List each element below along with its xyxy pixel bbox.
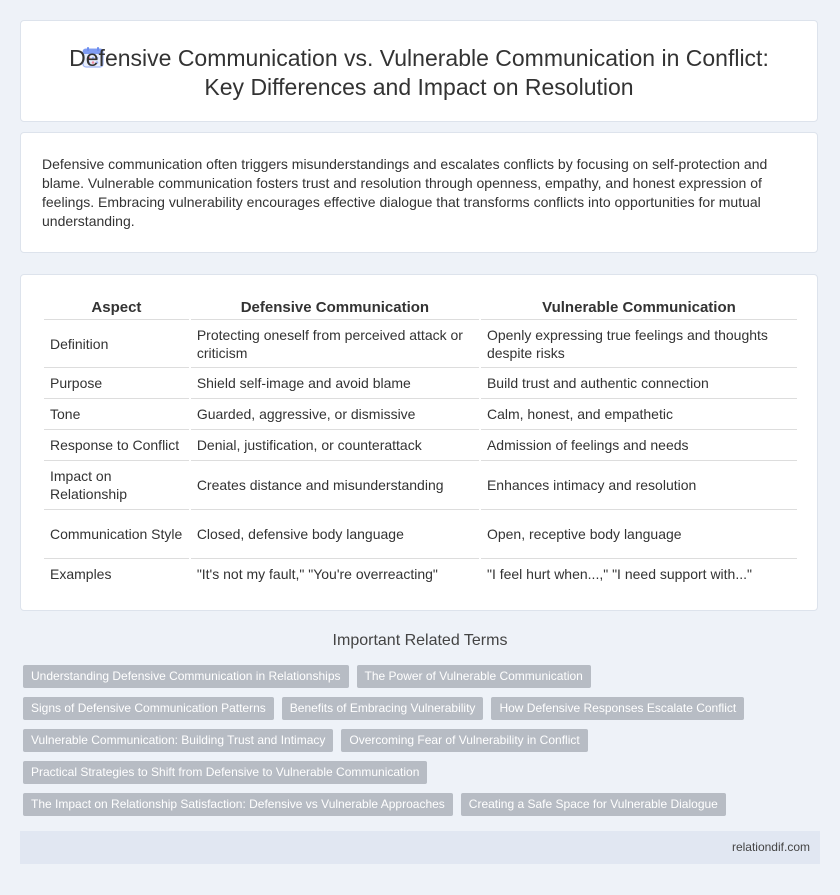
table-row bbox=[44, 367, 797, 398]
related-term-tag[interactable]: Creating a Safe Space for Vulnerable Dialogue bbox=[461, 793, 726, 816]
related-terms-heading: Important Related Terms bbox=[332, 632, 508, 649]
related-term-tag[interactable]: The Impact on Relationship Satisfaction: Defensive vs Vulnerable Approaches bbox=[23, 793, 453, 816]
table-header: Defensive Communication bbox=[240, 298, 430, 316]
table-header: Aspect bbox=[91, 298, 142, 316]
table-cell: Denial, justification, or counterattack bbox=[191, 429, 479, 460]
table-row bbox=[44, 429, 797, 460]
tag-row bbox=[23, 697, 813, 720]
table-cell: Admission of feelings and needs bbox=[481, 429, 797, 460]
table-cell: Communication Style bbox=[44, 509, 189, 558]
comparison-table bbox=[42, 297, 799, 589]
related-term-tag[interactable]: Overcoming Fear of Vulnerability in Conflict bbox=[341, 729, 587, 752]
table-cell: Calm, honest, and empathetic bbox=[481, 398, 797, 429]
related-term-tag[interactable]: Practical Strategies to Shift from Defensive to Vulnerable Communication bbox=[23, 761, 427, 784]
table-cell: "It's not my fault," "You're overreacting" bbox=[191, 558, 479, 589]
related-term-tag[interactable]: Benefits of Embracing Vulnerability bbox=[282, 697, 484, 720]
table-row bbox=[44, 398, 797, 429]
table-cell: Enhances intimacy and resolution bbox=[481, 460, 797, 509]
related-term-tag[interactable]: Vulnerable Communication: Building Trust and Intimacy bbox=[23, 729, 333, 752]
page-title: Defensive Communication vs. Vulnerable Communication in Conflict: Key Differences and Impact on Resolution bbox=[69, 45, 769, 100]
table-cell: Openly expressing true feelings and thoughts despite risks bbox=[481, 319, 797, 367]
table-row bbox=[44, 460, 797, 509]
table-cell: Shield self-image and avoid blame bbox=[191, 367, 479, 398]
table-header: Vulnerable Communication bbox=[542, 298, 736, 316]
tag-row bbox=[23, 729, 813, 752]
intro-text: Defensive communication often triggers misunderstandings and escalates conflicts by focusing on self-protection and blame. Vulnerable communication fosters trust and resolution through openness, empathy, and honest expression of feelings. Embracing vulnerability encourages effective dialogue that transforms conflicts into opportunities for mutual understanding. bbox=[42, 156, 768, 229]
table-row bbox=[44, 558, 797, 589]
table-cell: Definition bbox=[44, 319, 189, 367]
table-cell: Tone bbox=[44, 398, 189, 429]
table-cell: "I feel hurt when...," "I need support with..." bbox=[481, 558, 797, 589]
title-card bbox=[20, 20, 818, 122]
comparison-table-card bbox=[20, 274, 818, 611]
tag-row bbox=[23, 665, 813, 688]
tag-row bbox=[23, 793, 813, 816]
table-cell: Creates distance and misunderstanding bbox=[191, 460, 479, 509]
related-term-tag[interactable]: Signs of Defensive Communication Patterns bbox=[23, 697, 274, 720]
related-term-tag[interactable]: The Power of Vulnerable Communication bbox=[357, 665, 591, 688]
table-cell: Open, receptive body language bbox=[481, 509, 797, 558]
tag-row bbox=[23, 761, 813, 784]
table-row bbox=[44, 319, 797, 367]
footer-site-link[interactable]: relationdif.com bbox=[731, 840, 810, 854]
table-cell: Protecting oneself from perceived attack or criticism bbox=[191, 319, 479, 367]
related-term-tag[interactable]: How Defensive Responses Escalate Conflict bbox=[491, 697, 744, 720]
table-cell: Closed, defensive body language bbox=[191, 509, 479, 558]
table-cell: Impact on Relationship bbox=[44, 460, 189, 509]
related-terms-list bbox=[23, 665, 813, 825]
intro-card bbox=[20, 132, 818, 253]
table-cell: Purpose bbox=[44, 367, 189, 398]
related-term-tag[interactable]: Understanding Defensive Communication in Relationships bbox=[23, 665, 349, 688]
table-cell: Guarded, aggressive, or dismissive bbox=[191, 398, 479, 429]
footer bbox=[20, 831, 820, 864]
table-cell: Response to Conflict bbox=[44, 429, 189, 460]
table-row bbox=[44, 509, 797, 558]
table-cell: Build trust and authentic connection bbox=[481, 367, 797, 398]
table-cell: Examples bbox=[44, 558, 189, 589]
